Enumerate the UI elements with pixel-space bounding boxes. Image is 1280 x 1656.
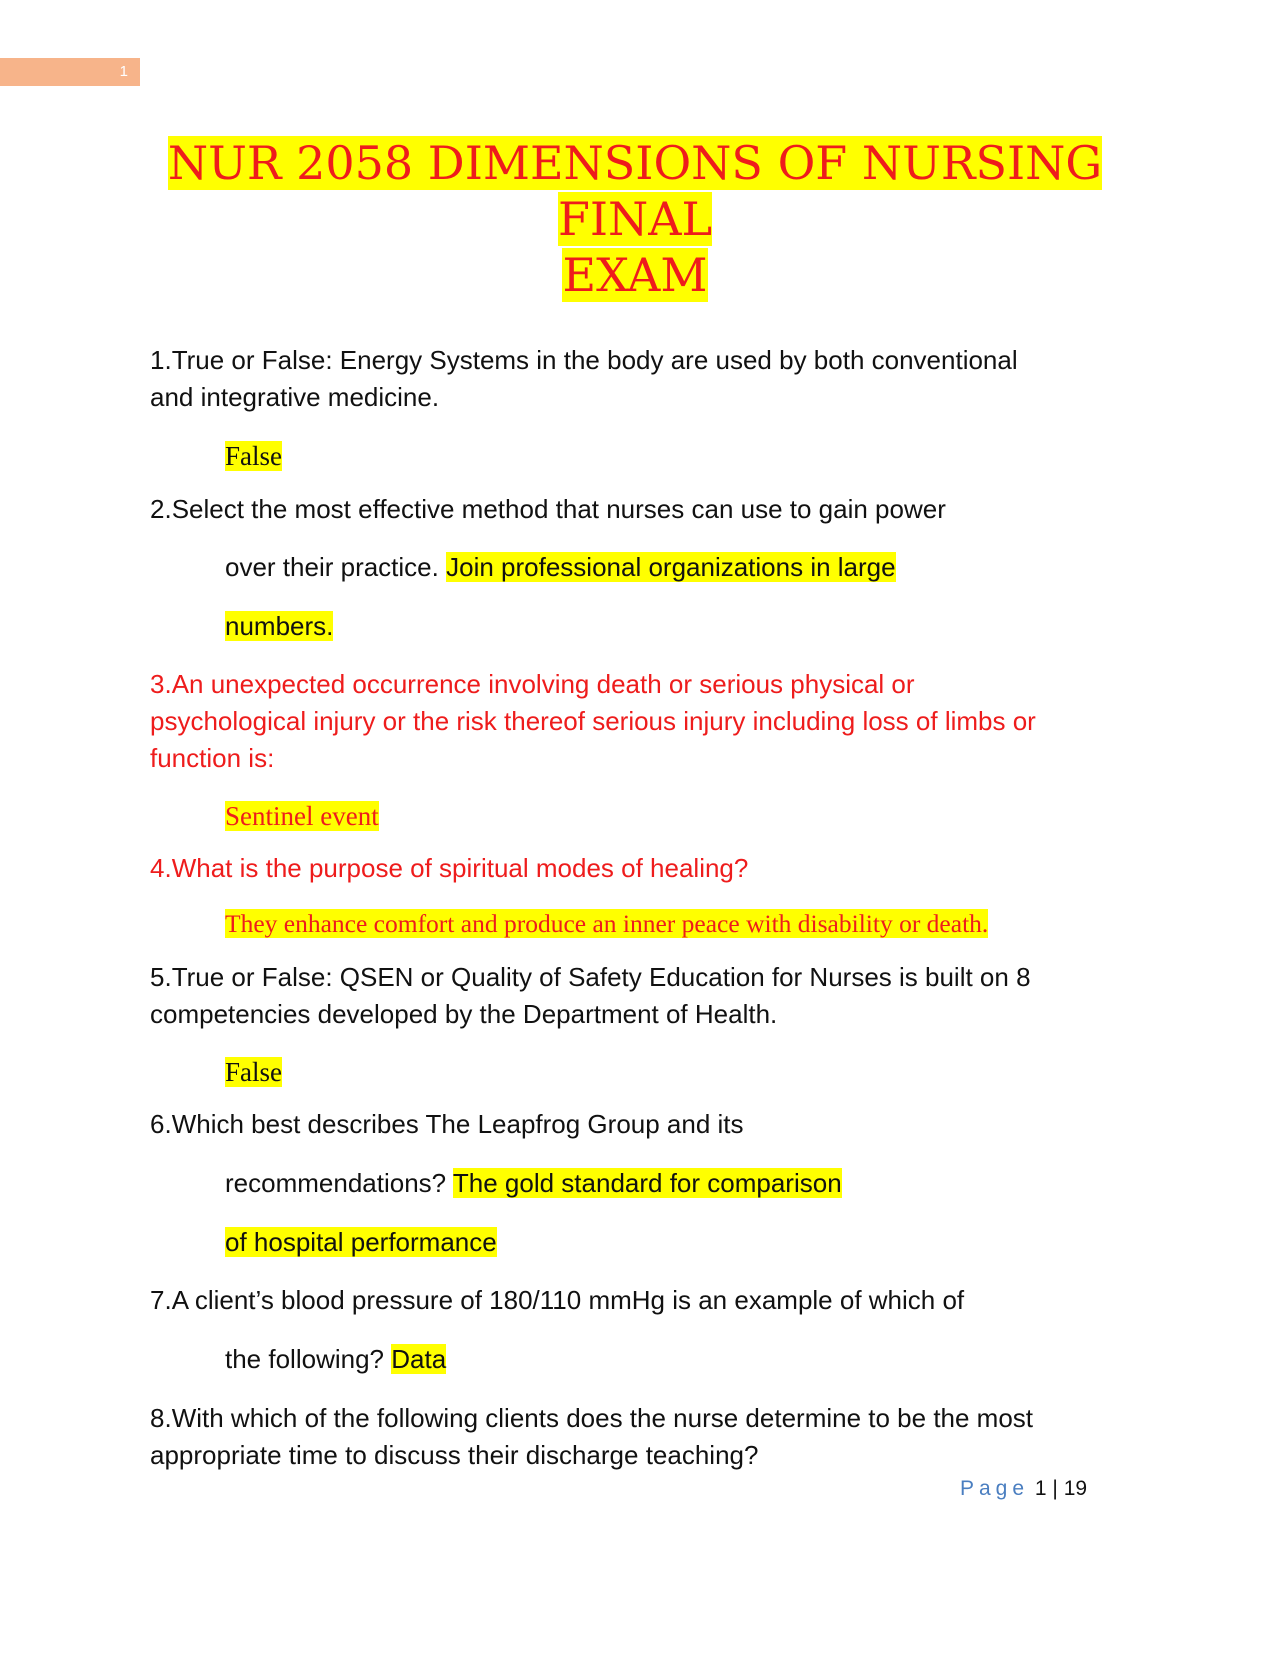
document-title bbox=[130, 135, 1140, 303]
question-number: 1. bbox=[150, 345, 172, 375]
question-text: recommendations? bbox=[225, 1168, 447, 1198]
answer-text: Join professional organizations in large bbox=[446, 552, 896, 582]
page-footer bbox=[960, 1477, 1087, 1501]
question-5 bbox=[150, 959, 1090, 1033]
question-text: An unexpected occurrence involving death or serious physical or bbox=[171, 669, 915, 699]
answer-text: False bbox=[225, 1057, 282, 1087]
question-number: 3. bbox=[150, 669, 172, 699]
title-line-1: NUR 2058 DIMENSIONS OF NURSING FINAL bbox=[167, 136, 1103, 246]
footer-separator: | bbox=[1052, 1477, 1058, 1500]
question-2 bbox=[150, 491, 1090, 528]
question-number: 8. bbox=[150, 1403, 172, 1433]
question-number: 2. bbox=[150, 494, 172, 524]
question-number: 6. bbox=[150, 1109, 172, 1139]
page-number-tab-label: 1 bbox=[119, 63, 128, 80]
question-text: With which of the following clients does the nurse determine to be the most bbox=[171, 1403, 1034, 1433]
question-text: What is the purpose of spiritual modes of healing? bbox=[171, 853, 749, 883]
question-6-continuation bbox=[225, 1165, 842, 1202]
answer-text: The gold standard for comparison bbox=[452, 1168, 842, 1198]
question-8 bbox=[150, 1400, 1090, 1474]
question-text: psychological injury or the risk thereof serious injury including loss of limbs or bbox=[150, 706, 1036, 736]
page-number-tab bbox=[0, 58, 140, 86]
footer-total-pages: 19 bbox=[1063, 1477, 1088, 1500]
answer-text: numbers. bbox=[225, 611, 334, 641]
question-2-continuation bbox=[225, 549, 896, 586]
question-text: and integrative medicine. bbox=[150, 382, 440, 412]
question-text: appropriate time to discuss their discharge teaching? bbox=[150, 1440, 759, 1470]
question-6 bbox=[150, 1106, 1090, 1143]
question-number: 7. bbox=[150, 1285, 172, 1315]
question-1 bbox=[150, 342, 1090, 416]
answer-6 bbox=[225, 1224, 497, 1261]
question-text: True or False: Energy Systems in the body are used by both conventional bbox=[171, 345, 1018, 375]
question-text: function is: bbox=[150, 743, 275, 773]
answer-text: Sentinel event bbox=[225, 801, 379, 831]
question-text: over their practice. bbox=[225, 552, 439, 582]
answer-4 bbox=[225, 906, 988, 942]
answer-1 bbox=[225, 438, 282, 474]
question-text: A client’s blood pressure of 180/110 mmHg is an example of which of bbox=[171, 1285, 965, 1315]
question-4 bbox=[150, 850, 1090, 887]
answer-text: False bbox=[225, 441, 282, 471]
footer-page-word: Page bbox=[960, 1477, 1030, 1500]
question-7-continuation bbox=[225, 1341, 446, 1378]
question-text: Select the most effective method that nurses can use to gain power bbox=[171, 494, 946, 524]
question-number: 5. bbox=[150, 962, 172, 992]
answer-text: Data bbox=[391, 1344, 447, 1374]
title-line-2: EXAM bbox=[562, 248, 708, 302]
question-text: the following? bbox=[225, 1344, 384, 1374]
question-text: competencies developed by the Department of Health. bbox=[150, 999, 778, 1029]
question-7 bbox=[150, 1282, 1090, 1319]
answer-3 bbox=[225, 798, 379, 834]
question-text: Which best describes The Leapfrog Group and its bbox=[171, 1109, 744, 1139]
answer-text: They enhance comfort and produce an inner peace with disability or death. bbox=[225, 909, 989, 938]
question-number: 4. bbox=[150, 853, 172, 883]
footer-current-page: 1 bbox=[1034, 1477, 1047, 1500]
question-3 bbox=[150, 666, 1090, 777]
answer-text: of hospital performance bbox=[225, 1227, 497, 1257]
question-text: True or False: QSEN or Quality of Safety Education for Nurses is built on 8 bbox=[171, 962, 1031, 992]
answer-5 bbox=[225, 1054, 282, 1090]
answer-2 bbox=[225, 608, 333, 645]
